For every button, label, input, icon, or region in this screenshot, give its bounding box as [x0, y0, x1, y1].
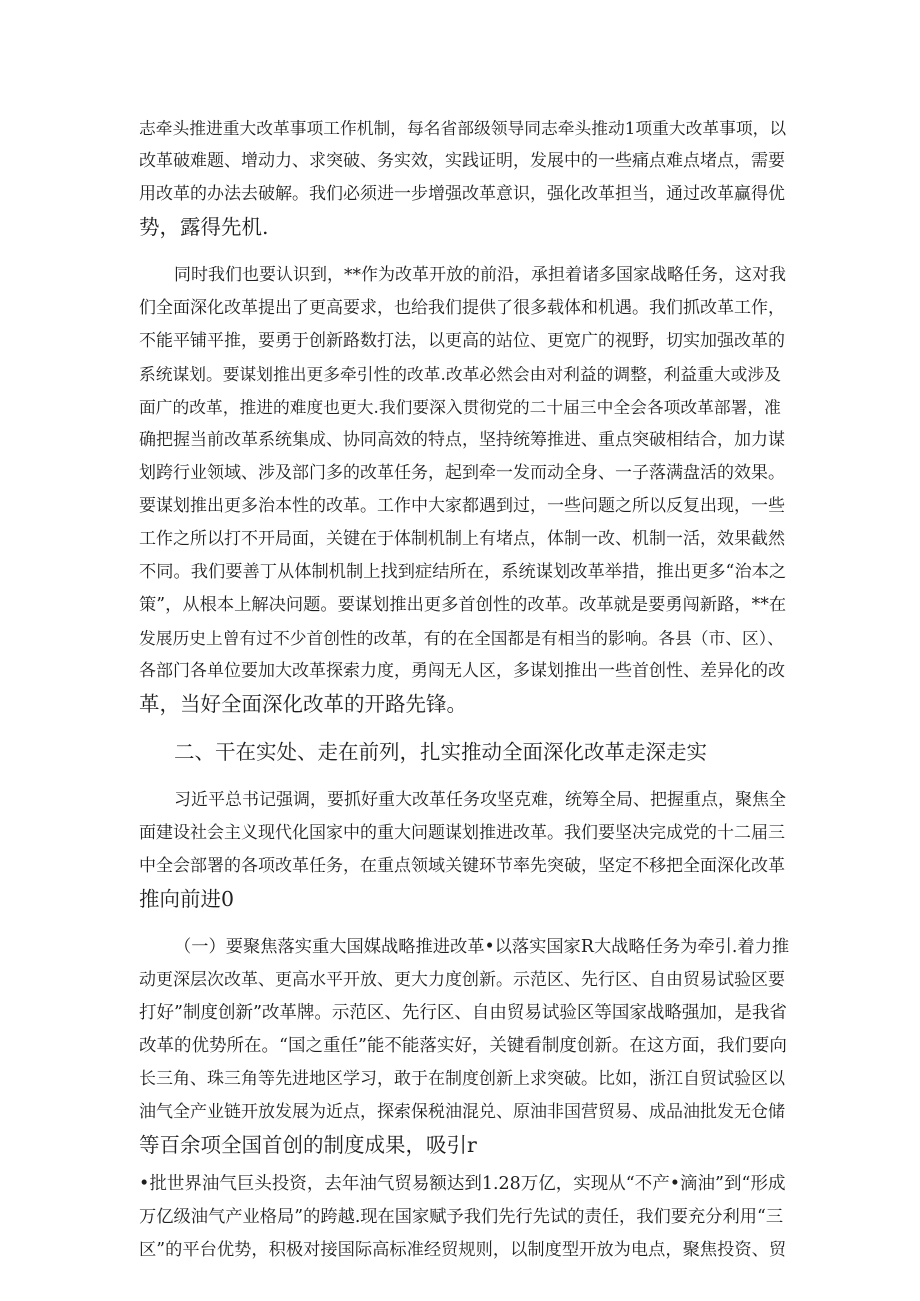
text-line: 革，当好全面深化改革的开路先锋。	[139, 692, 467, 716]
text-line: 策”，从根本上解决问题。要谋划推出更多首创性的改革。改革就是要勇闯新路，**在	[139, 595, 787, 615]
paragraph-first-line: 习近平总书记强调，要抓好重大改革任务攻坚克难，统筹全局、把握重点，聚焦全	[174, 790, 786, 810]
text-line: 势，露得先机.	[139, 215, 269, 239]
text-line: 发展历史上曾有过不少首创性的改革，有的在全国都是有相当的影响。各县（市、区）、	[139, 628, 784, 648]
text-line: 不能平铺平推，要勇于创新路数打法，以更高的站位、更宽广的视野，切实加强改革的	[139, 331, 785, 351]
text-line: 用改革的办法去破解。我们必须进一步增强改革意识，强化改革担当，通过改革赢得优	[139, 184, 785, 204]
text-line: 改革破难题、增动力、求突破、务实效，实践证明，发展中的一些痛点难点堵点，需要	[139, 151, 785, 171]
text-line: 等百余项全国首创的制度成果，吸引r	[139, 1133, 477, 1157]
text-line: 们全面深化改革提出了更高要求，也给我们提供了很多载体和机遇。我们抓改革工作，	[139, 298, 785, 318]
text-line: 打好”制度创新”改革牌。示范区、先行区、自由贸易试验区等国家战略强加，是我省	[139, 1003, 787, 1023]
text-line: 各部门各单位要加大改革探索力度，勇闯无人区，多谋划推出一些首创性、差异化的改	[139, 661, 785, 681]
text-line: 面广的改革，推进的难度也更大.我们要深入贯彻党的二十届三中全会各项改革部署，准	[139, 397, 781, 417]
text-line: 确把握当前改革系统集成、协同高效的特点，坚持统筹推进、重点突破相结合，加力谋	[139, 430, 785, 450]
text-line: 中全会部署的各项改革任务，在重点领域关键环节率先突破，坚定不移把全面深化改革	[139, 856, 785, 876]
text-line: 万亿级油气产业格局”的跨越.现在国家赋予我们先行先试的责任，我们要充分利用“三	[139, 1207, 784, 1227]
text-line: 动更深层次改革、更高水平开放、更大力度创新。示范区、先行区、自由贸易试验区要	[139, 970, 785, 990]
text-line: 要谋划推出更多治本性的改革。工作中大家都遇到过，一些问题之所以反复出现，一些	[139, 496, 785, 516]
text-line: 面建设社会主义现代化国家中的重大问题谋划推进改革。我们要坚决完成党的十二届三	[139, 823, 785, 843]
section-heading: 二、干在实处、走在前列，扎实推动全面深化改革走深走实	[174, 740, 707, 764]
text-line: 区”的平台优势，积极对接国际高标准经贸规则，以制度型开放为电点，聚焦投资、贸	[139, 1240, 787, 1260]
text-line: 划跨行业领域、涉及部门多的改革任务，起到牵一发而动全身、一子落满盘活的效果。	[139, 463, 785, 483]
text-line: 志牵头推进重大改革事项工作机制，每名省部级领导同志牵头推动1项重大改革事项，以	[139, 118, 787, 138]
text-line: 系统谋划。要谋划推出更多牵引性的改革.改革必然会由对利益的调整，利益重大或涉及	[139, 364, 781, 384]
text-line: 工作之所以打不开局面，关键在于体制机制上有堵点，体制一改、机制一活，效果截然	[139, 529, 785, 549]
text-line: 改革的优势所在。“国之重任”能不能落实好，关键看制度创新。在这方面，我们要向	[139, 1036, 787, 1056]
text-line: 推向前进0	[139, 887, 235, 911]
text-line: •批世界油气巨头投资，去年油气贸易额达到1.28万亿，实现从“不产•滴油”到“形成	[139, 1174, 786, 1194]
paragraph-first-line: 同时我们也要认识到，**作为改革开放的前沿，承担着诸多国家战略任务，这对我	[174, 265, 786, 285]
paragraph-first-line: （一）要聚焦落实重大国媒战略推进改革•以落实国家R大战略任务为牵引.着力推	[174, 937, 790, 957]
text-line: 不同。我们要善丁从体制机制上找到症结所在，系统谋划改革举措，推出更多“治本之	[139, 562, 787, 582]
text-line: 长三角、珠三角等先进地区学习，敢于在制度创新上求突破。比如，浙江自贸试验区以	[139, 1069, 785, 1089]
text-line: 油气全产业链开放发展为近点，探索保税油混兑、原油非国营贸易、成品油批发无仓储	[139, 1102, 785, 1122]
